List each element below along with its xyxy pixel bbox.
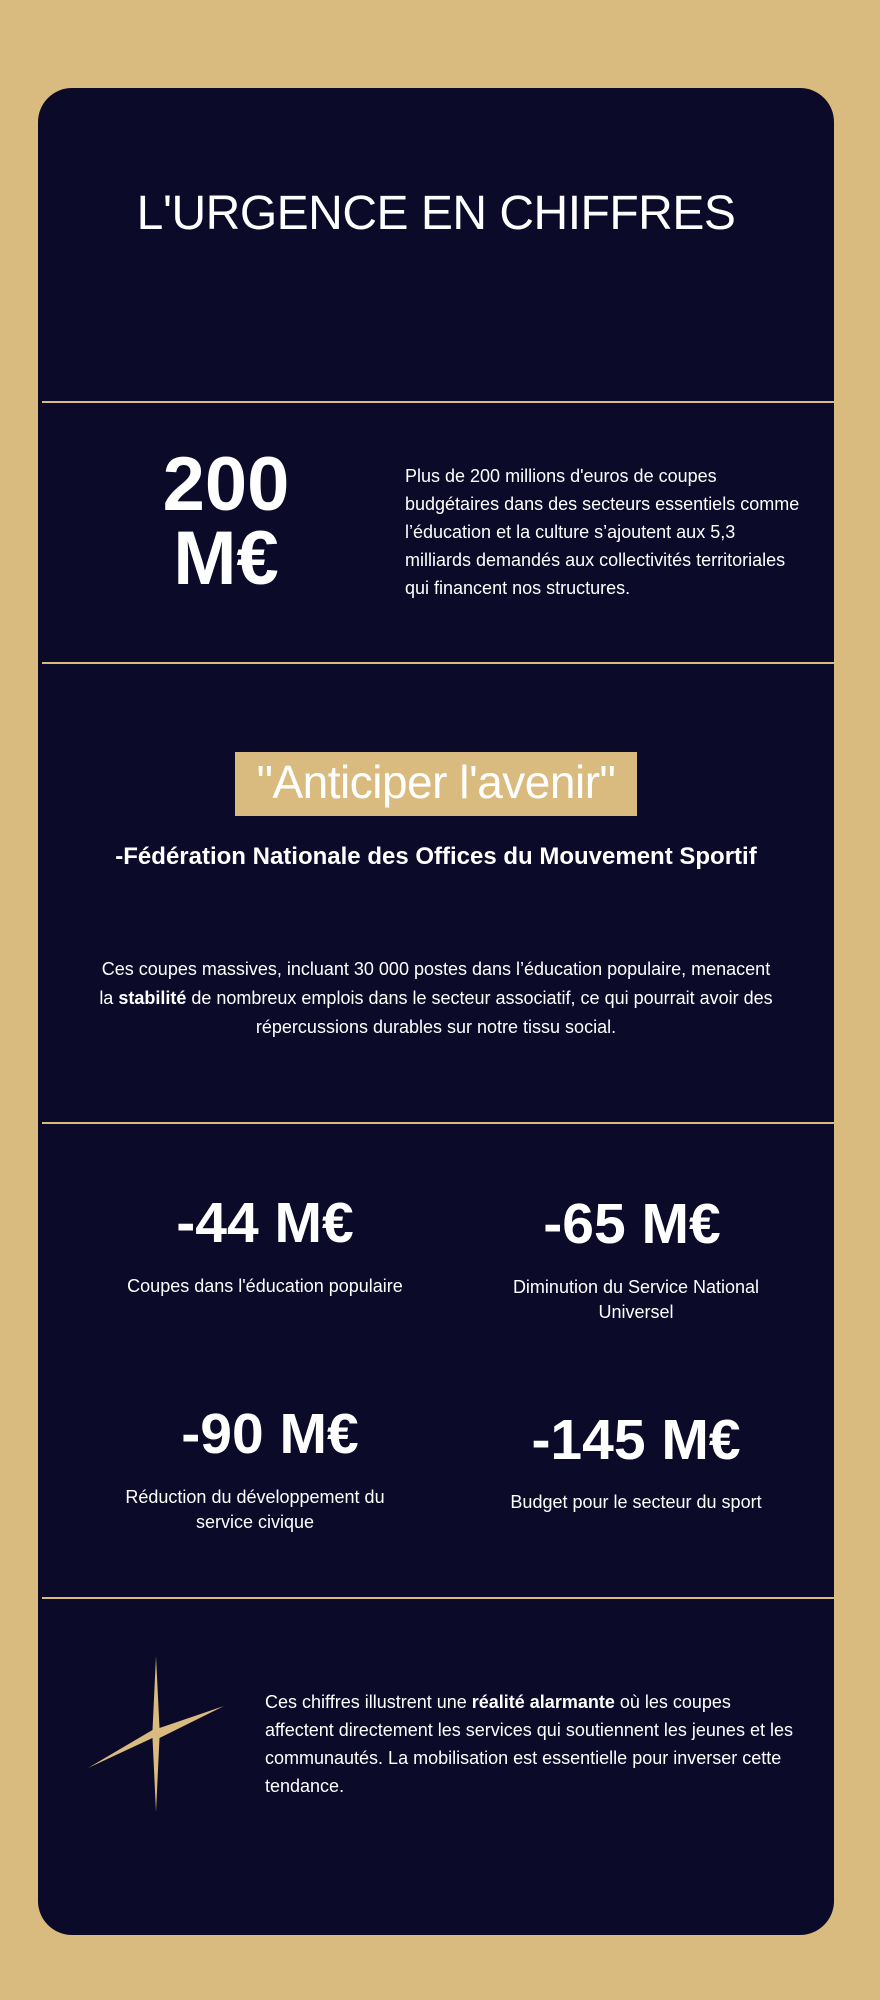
cut-value-snu: -65 M€ [543, 1192, 721, 1256]
cut-value-sport: -145 M€ [531, 1408, 741, 1472]
conclusion-text-end: où les coupes affectent directement les services qui soutiennent les jeunes et les communautés. La mobilisation est essentielle pour inverser cette tendance. [265, 1692, 793, 1796]
section-divider [42, 401, 834, 403]
quote-body-end: de nombreux emplois dans le secteur associatif, ce qui pourrait avoir des répercussions durables sur notre tissu social. [186, 988, 773, 1037]
four-point-star-icon [88, 1656, 224, 1812]
quote-author: -Fédération Nationale des Offices du Mouvement Sportif [115, 843, 757, 870]
conclusion-text [265, 1688, 795, 1800]
cut-label-civic-service: Réduction du développement du service civique [125, 1487, 385, 1532]
quote-body-emphasis: stabilité [118, 988, 187, 1008]
page-title: L'URGENCE EN CHIFFRES [136, 187, 736, 240]
cut-label-education: Coupes dans l'éducation populaire [127, 1276, 403, 1296]
section-divider [42, 1597, 834, 1599]
section-divider [42, 1122, 834, 1124]
quote-body [98, 955, 774, 1042]
cut-value-civic-service: -90 M€ [181, 1402, 359, 1466]
headline-stat-value [126, 442, 326, 601]
conclusion-emphasis: réalité alarmante [471, 1692, 615, 1712]
headline-stat-unit: M€ [173, 516, 279, 601]
headline-stat-description: Plus de 200 millions d'euros de coupes budgétaires dans des secteurs essentiels comme l’éducation et la culture s’ajoutent aux 5,3 milliards demandés aux collectivités territoriales qui financent nos structures. [405, 466, 800, 598]
headline-stat-number: 200 [162, 442, 290, 527]
cut-label-snu: Diminution du Service National Universel [512, 1277, 760, 1322]
section-divider [42, 662, 834, 664]
quote-highlight: "Anticiper l'avenir" [235, 752, 637, 816]
urgency-card [38, 88, 834, 1935]
cut-value-education: -44 M€ [176, 1191, 354, 1255]
cut-label-sport: Budget pour le secteur du sport [510, 1492, 762, 1512]
conclusion-text-start: Ces chiffres illustrent une [265, 1692, 472, 1712]
quote-body-start: Ces coupes massives, incluant 30 000 postes dans l’éducation populaire, menacent la [99, 959, 771, 1008]
